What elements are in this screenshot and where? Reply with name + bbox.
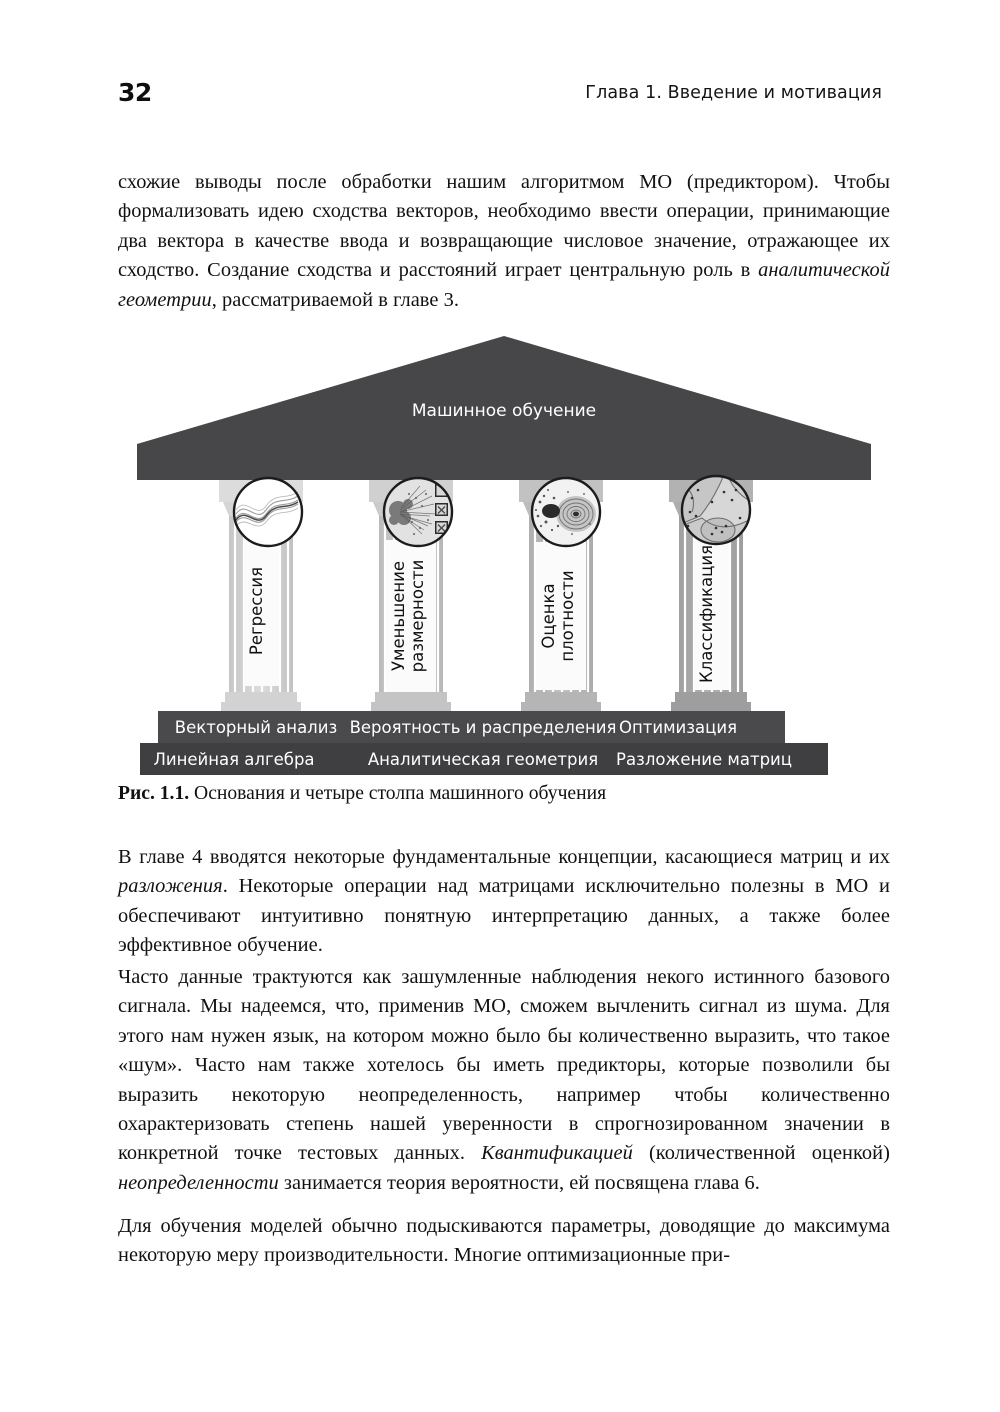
medallion-density-cluster-icon (532, 478, 600, 546)
column-label-density-line1: Оценка (539, 583, 558, 649)
para-intro-part1: схожие выводы после обработки нашим алгоритмом МО (предиктором). Чтобы формализовать идею сходства векторов, необходимо ввести операции, принимающие два вектора в качестве ввода и возвращающие числовое значение, отражающее их сходство. Создание сходства и расстояний играет центральную роль в (118, 171, 890, 282)
para-noise-emphasis-1: Квантификацией (481, 1142, 633, 1165)
foundation-lower-label-3: Разложение матриц (616, 750, 792, 769)
column-label-dimred-line2: размерности (408, 559, 427, 673)
medallion-regression-curves-icon (234, 478, 302, 546)
foundation-upper-label-3: Оптимизация (618, 718, 738, 737)
foundation-lower-label-1: Линейная алгебра (153, 750, 315, 769)
column-label-dimred-line1: Уменьшение (389, 560, 408, 672)
foundation-upper-label-2: Вероятность и распределения (349, 718, 617, 737)
column-dimensionality-reduction (369, 478, 453, 728)
para-noise-emphasis-2: неопределенности (118, 1171, 279, 1194)
column-density-estimation (519, 478, 603, 728)
column-label-classification: Классификация (697, 544, 716, 684)
foundation-lower-label-2: Аналитическая геометрия (367, 750, 599, 769)
para-noise-part3: занимается теория вероятности, ей посвящена глава 6. (278, 1171, 760, 1194)
paragraph-chapter4 (118, 843, 890, 961)
figure-ml-temple (118, 330, 890, 775)
foundation-lower-band (140, 743, 828, 775)
pediment-label: Машинное обучение (411, 401, 597, 421)
figure-caption (118, 783, 890, 805)
paragraph-noise (118, 963, 890, 1198)
page-number: 32 (118, 78, 152, 107)
para-ch4-part1: В главе 4 вводятся некоторые фундаментальные концепции, касающиеся матриц и их (118, 846, 890, 868)
figure-caption-label: Рис. 1.1. (118, 783, 190, 804)
column-label-density-line2: плотности (558, 570, 577, 662)
para-noise-part1: Часто данные трактуются как зашумленные наблюдения некого истинного базового сигнала. Мы надеемся, что, применив МО, сможем вычленить сигнал из шума. Для этого нам нужен язык, на котором можно было бы количественно выразить, что такое «шум». Часто нам также хотелось бы иметь предикторы, которые позволили бы выразить некоторую неопределенность, например чтобы количественно охарактеризовать степень нашей уверенности в спрогнозированном значении в конкретной точке тестовых данных. (118, 966, 890, 1165)
figure-caption-text: Основания и четыре столпа машинного обучения (189, 783, 607, 804)
foundation-upper-label-1: Векторный анализ (174, 718, 338, 737)
column-regression (219, 478, 303, 728)
para-intro-emphasis: аналитической геометрии (118, 259, 890, 311)
column-classification (669, 470, 756, 728)
running-head: Глава 1. Введение и мотивация (585, 83, 882, 103)
column-label-regression: Регрессия (247, 566, 266, 656)
page-header (118, 78, 882, 112)
pediment (137, 336, 871, 480)
paragraph-training: Для обучения моделей обычно подыскиваются параметры, доводящие до максимума некоторую меру производительности. Многие оптимизационные при- (118, 1215, 890, 1267)
para-ch4-emphasis: разложения (118, 875, 223, 898)
medallion-dimensionality-scatter-icon (384, 478, 452, 546)
paragraph-intro (118, 168, 890, 315)
foundation-upper-band (158, 711, 785, 743)
para-noise-part2: (количественной оценкой) (632, 1142, 890, 1165)
para-intro-part2: , рассматриваемой в главе 3. (211, 288, 460, 311)
para-ch4-part2: . Некоторые операции над матрицами исключительно полезны в МО и обеспечивают интуитивно понятную интерпретацию данных, а также более эффективное обучение. (118, 875, 890, 957)
